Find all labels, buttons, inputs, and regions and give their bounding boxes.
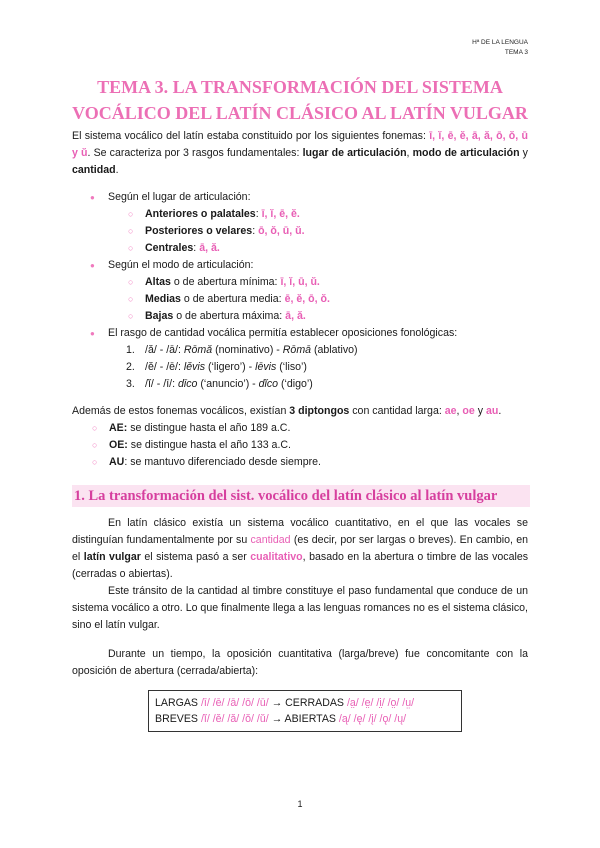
item-sep: : <box>255 208 262 220</box>
item-phonemes: /ă/ - /ā/: <box>145 344 184 356</box>
box-vowels: /ĭ/ /ĕ/ /ă/ /ŏ/ /ŭ/ <box>200 713 269 725</box>
item-vowels: ī, ĭ, ē, ĕ. <box>261 208 300 220</box>
para-text: , basado en la abertura o timbre de las vocales (cerradas o abiertas). <box>72 551 529 580</box>
intro-text: . Se caracteriza por 3 rasgos fundamentales: <box>87 147 303 159</box>
bullet-label: El rasgo de cantidad vocálica permitía establecer oposiciones fonológicas: <box>108 327 458 339</box>
header-topic: TEMA 3 <box>504 49 528 56</box>
title-line-1: TEMA 3. LA TRANSFORMACIÓN DEL SISTEMA <box>97 77 503 97</box>
example-word: Rōmă <box>183 344 213 356</box>
box-vowels: /ą/ /ę/ /į/ /ǫ/ /ų/ <box>338 713 407 725</box>
diph-text: con cantidad larga: <box>349 405 445 417</box>
item-text: o de abertura mínima: <box>170 276 281 288</box>
diph-ae: ae <box>444 405 457 417</box>
item-phonemes: /ĭ/ - /ī/: <box>145 378 178 390</box>
example-gloss: (‘anuncio’) - <box>197 378 259 390</box>
list-item <box>108 359 528 376</box>
section-paragraph-1 <box>72 515 528 583</box>
list-item <box>108 342 528 359</box>
list-item <box>108 240 528 257</box>
item-number: 3. <box>126 378 135 390</box>
section-paragraph-3: Durante un tiempo, la oposición cuantitativa (larga/breve) fue concomitante con la oposición de abertura (cerrada/abierta): <box>72 648 528 677</box>
item-number: 1. <box>126 344 135 356</box>
diph-desc: se distingue hasta el año 133 a.C. <box>127 439 291 451</box>
diph-text: Además de estos fonemas vocálicos, existían <box>72 405 290 417</box>
list-item <box>108 291 528 308</box>
diph-oe: oe <box>462 405 475 417</box>
diph-desc: : se mantuvo diferenciado desde siempre. <box>124 456 321 468</box>
diphthongs-list <box>72 420 528 471</box>
box-label: → CERRADAS <box>268 697 347 709</box>
box-vowels: /ī/ /ē/ /ā/ /ō/ /ū/ <box>200 697 269 709</box>
item-term: Posteriores o velares <box>145 225 253 237</box>
page-number: 1 <box>297 799 303 809</box>
list-item <box>108 308 528 325</box>
para-text: (es decir, por ser largas o breves). En cambio, en el <box>72 534 528 563</box>
item-vowels: ō, ŏ, ū, ŭ. <box>258 225 305 237</box>
section-heading: 1. La transformación del sist. vocálico del latín clásico al latín vulgar <box>72 485 530 507</box>
example-gloss: (‘digo’) <box>278 378 313 390</box>
intro-text: , <box>406 147 413 159</box>
example-gloss: (ablativo) <box>311 344 358 356</box>
item-number: 2. <box>126 361 135 373</box>
example-word: dīco <box>177 378 198 390</box>
box-vowels: /a̤/ /e̤/ /i̤/ /o̤/ /ṳ/ <box>346 697 415 709</box>
example-word: lĕvis <box>183 361 206 373</box>
list-item <box>108 206 528 223</box>
page-title <box>70 74 530 126</box>
keyword-cantidad: cantidad <box>250 534 291 546</box>
item-text: o de abertura máxima: <box>173 310 286 322</box>
document-body <box>72 128 528 732</box>
box-label: LARGAS <box>155 697 201 709</box>
item-vowels: ē, ĕ, ō, ŏ. <box>284 293 330 305</box>
quantity-to-quality-box <box>148 690 462 732</box>
item-term: Medias <box>145 293 181 305</box>
page-header <box>472 38 528 58</box>
example-word: lēvis <box>255 361 277 373</box>
header-subject: Hª DE LA LENGUA <box>472 39 528 46</box>
diph-desc: se distingue hasta el año 189 a.C. <box>127 422 291 434</box>
keyword-cualitativo: cualitativo <box>250 551 303 563</box>
list-item <box>72 454 528 471</box>
intro-paragraph <box>72 128 528 179</box>
diph-label: OE: <box>109 439 128 451</box>
item-term: Bajas <box>145 310 174 322</box>
title-line-2: VOCÁLICO DEL LATÍN CLÁSICO AL LATÍN VULGAR <box>72 103 528 123</box>
diph-label: AE: <box>109 422 128 434</box>
box-label: BREVES <box>155 713 201 725</box>
item-sep: : <box>252 225 259 237</box>
list-item <box>108 223 528 240</box>
example-word: Rōmā <box>282 344 312 356</box>
example-gloss: (‘ligero’) - <box>205 361 256 373</box>
box-line-short <box>155 711 455 727</box>
features-list <box>72 189 528 393</box>
feature-quantity: cantidad <box>72 164 116 176</box>
list-item <box>72 437 528 454</box>
box-label: → ABIERTAS <box>268 713 339 725</box>
item-vowels: ā, ă. <box>285 310 306 322</box>
diph-sep: y <box>474 405 486 417</box>
diph-count: 3 diptongos <box>289 405 350 417</box>
diph-au: au <box>485 405 499 417</box>
diph-sep: , <box>456 405 463 417</box>
example-gloss: (nominativo) - <box>212 344 283 356</box>
intro-text: El sistema vocálico del latín estaba constituido por los siguientes fonemas: <box>72 130 430 142</box>
list-item <box>72 325 528 393</box>
item-term: Altas <box>145 276 171 288</box>
section-paragraph-2: Este tránsito de la cantidad al timbre constituye el paso fundamental que conduce de un sistema vocálico a otro. Lo que finalmente llega a las lenguas romances no es el sistema clásico, sino el latín vulgar. <box>72 585 528 631</box>
sub-list <box>108 274 528 325</box>
example-list <box>108 342 528 393</box>
keyword-latin-vulgar: latín vulgar <box>83 551 141 563</box>
list-item <box>72 420 528 437</box>
example-word: dĭco <box>258 378 279 390</box>
item-phonemes: /ĕ/ - /ē/: <box>145 361 184 373</box>
bullet-label: Según el modo de articulación: <box>108 259 254 271</box>
item-term: Centrales <box>145 242 194 254</box>
box-line-long <box>155 695 455 711</box>
para-text: el sistema pasó a ser <box>140 551 251 563</box>
feature-manner: modo de articulación <box>412 147 520 159</box>
item-sep: : <box>193 242 200 254</box>
diph-label: AU <box>109 456 125 468</box>
list-item <box>108 376 528 393</box>
item-term: Anteriores o palatales <box>145 208 256 220</box>
item-vowels: ī, ĭ, ū, ŭ. <box>280 276 320 288</box>
list-item <box>72 189 528 257</box>
list-item <box>72 257 528 325</box>
diphthongs-paragraph <box>72 403 528 420</box>
item-vowels: ā, ă. <box>199 242 220 254</box>
example-gloss: (‘liso’) <box>276 361 307 373</box>
sub-list <box>108 206 528 257</box>
bullet-label: Según el lugar de articulación: <box>108 191 251 203</box>
list-item <box>108 274 528 291</box>
intro-text: y <box>519 147 528 159</box>
intro-text: . <box>115 164 119 176</box>
item-text: o de abertura media: <box>180 293 285 305</box>
para-text: En latín clásico existía un sistema vocálico cuantitativo, en el que las vocales se distinguían fundamentalmente por su <box>72 517 528 546</box>
diph-sep: . <box>498 405 502 417</box>
feature-place: lugar de articulación <box>302 147 407 159</box>
phoneme-list: ī, ĭ, ē, ĕ, ā, ă, ō, ŏ, ū y ŭ <box>72 130 528 159</box>
